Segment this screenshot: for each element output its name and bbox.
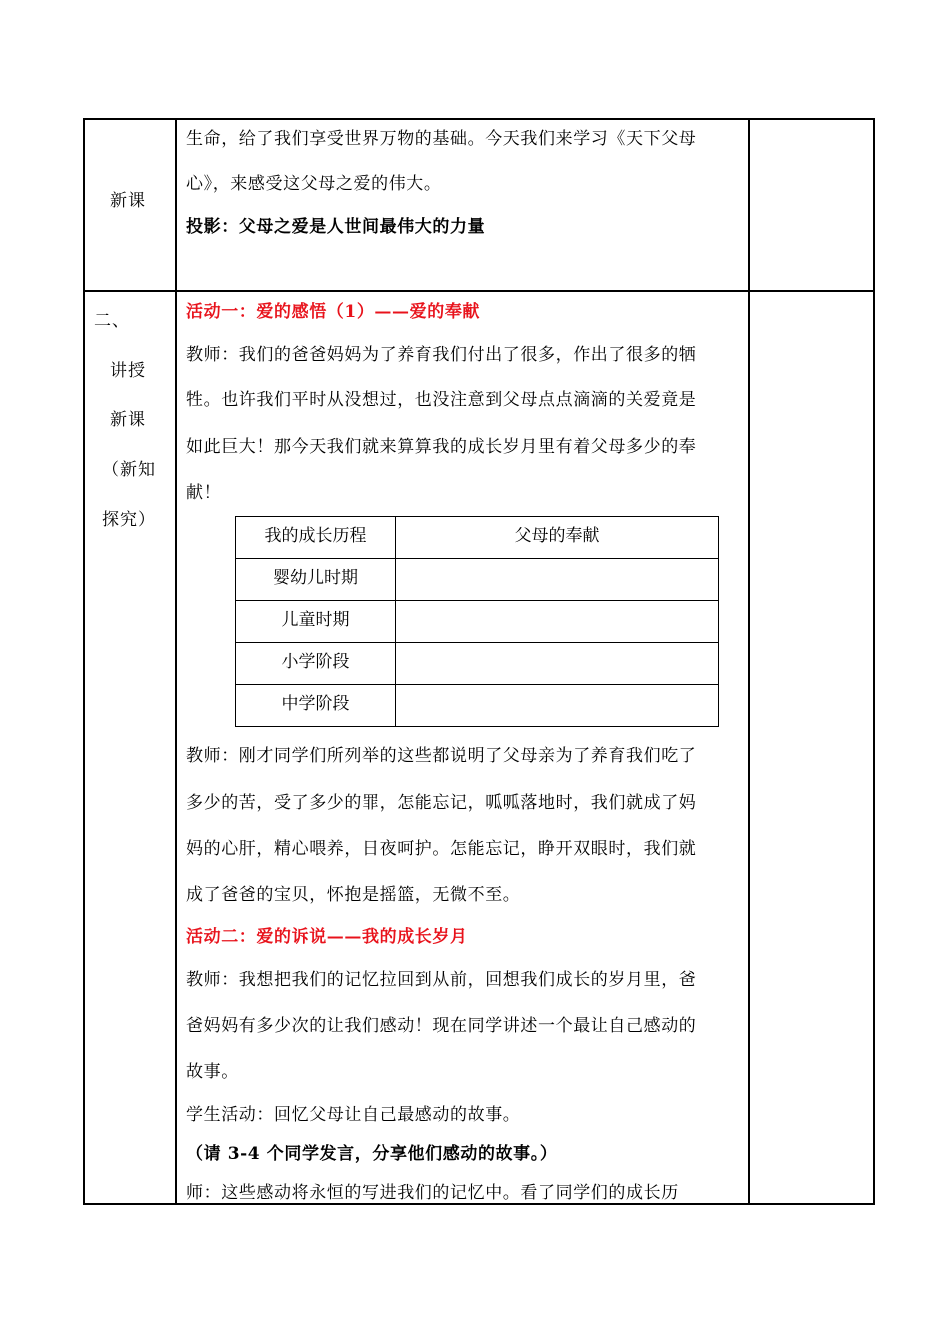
paragraph-line: 教师：我想把我们的记忆拉回到从前，回想我们成长的岁月里，爸 — [186, 970, 697, 990]
section-label-line: 探究） — [102, 510, 156, 530]
paragraph-line: 故事。 — [186, 1062, 239, 1082]
table-border-col1 — [175, 118, 177, 1205]
paragraph-line: 妈的心肝，精心喂养，日夜呵护。怎能忘记，睁开双眼时，我们就 — [186, 839, 697, 859]
table-cell: 小学阶段 — [236, 643, 396, 685]
table-row — [236, 643, 719, 685]
paragraph-line: 如此巨大！那今天我们就来算算我的成长岁月里有着父母多少的奉 — [186, 437, 697, 457]
paragraph-line: 牲。也许我们平时从没想过，也没注意到父母点点滴滴的关爱竟是 — [186, 390, 697, 410]
paragraph-line: 献！ — [186, 483, 222, 503]
activity-2-title: 活动二：爱的诉说——我的成长岁月 — [186, 927, 468, 947]
paragraph-line: 教师：我们的爸爸妈妈为了养育我们付出了很多，作出了很多的牺 — [186, 345, 697, 365]
table-cell-empty — [396, 601, 719, 643]
table-cell-empty — [396, 643, 719, 685]
paragraph-line: 生命，给了我们享受世界万物的基础。今天我们来学习《天下父母 — [186, 129, 697, 149]
activity-1-title: 活动一：爱的感悟（1）——爱的奉献 — [186, 302, 481, 322]
section-label-line: 讲授 — [110, 361, 146, 381]
section-label-line: 二、 — [94, 311, 130, 331]
student-instruction: （请 3-4 个同学发言，分享他们感动的故事。） — [186, 1144, 558, 1164]
table-border-col2 — [748, 118, 750, 1205]
table-cell-empty — [396, 559, 719, 601]
table-border-top — [83, 118, 875, 120]
table-row — [236, 685, 719, 727]
table-border-left — [83, 118, 85, 1205]
table-border-right — [873, 118, 875, 1205]
section-label-new-lesson: 新课 — [110, 191, 146, 211]
paragraph-line: 学生活动：回忆父母让自己最感动的故事。 — [186, 1105, 521, 1125]
table-cell: 婴幼儿时期 — [236, 559, 396, 601]
table-cell: 儿童时期 — [236, 601, 396, 643]
section-label-line: 新课 — [110, 410, 146, 430]
paragraph-line: 心》，来感受这父母之爱的伟大。 — [186, 174, 442, 194]
paragraph-line: 成了爸爸的宝贝，怀抱是摇篮，无微不至。 — [186, 885, 521, 905]
table-row — [236, 559, 719, 601]
section-label-line: （新知 — [102, 460, 156, 480]
paragraph-line: 教师：刚才同学们所列举的这些都说明了父母亲为了养育我们吃了 — [186, 746, 697, 766]
table-row — [236, 601, 719, 643]
table-border-bottom — [83, 1203, 875, 1205]
growth-table — [235, 516, 719, 727]
table-border-row-divider — [83, 290, 875, 292]
paragraph-line: 多少的苦，受了多少的罪，怎能忘记，呱呱落地时，我们就成了妈 — [186, 793, 697, 813]
table-header-row — [236, 517, 719, 559]
table-header-cell: 我的成长历程 — [236, 517, 396, 559]
table-header-cell: 父母的奉献 — [396, 517, 719, 559]
table-cell: 中学阶段 — [236, 685, 396, 727]
projection-note: 投影：父母之爱是人世间最伟大的力量 — [186, 217, 486, 237]
paragraph-line: 师：这些感动将永恒的写进我们的记忆中。看了同学们的成长历 — [186, 1183, 679, 1203]
paragraph-line: 爸妈妈有多少次的让我们感动！现在同学讲述一个最让自己感动的 — [186, 1016, 697, 1036]
table-cell-empty — [396, 685, 719, 727]
